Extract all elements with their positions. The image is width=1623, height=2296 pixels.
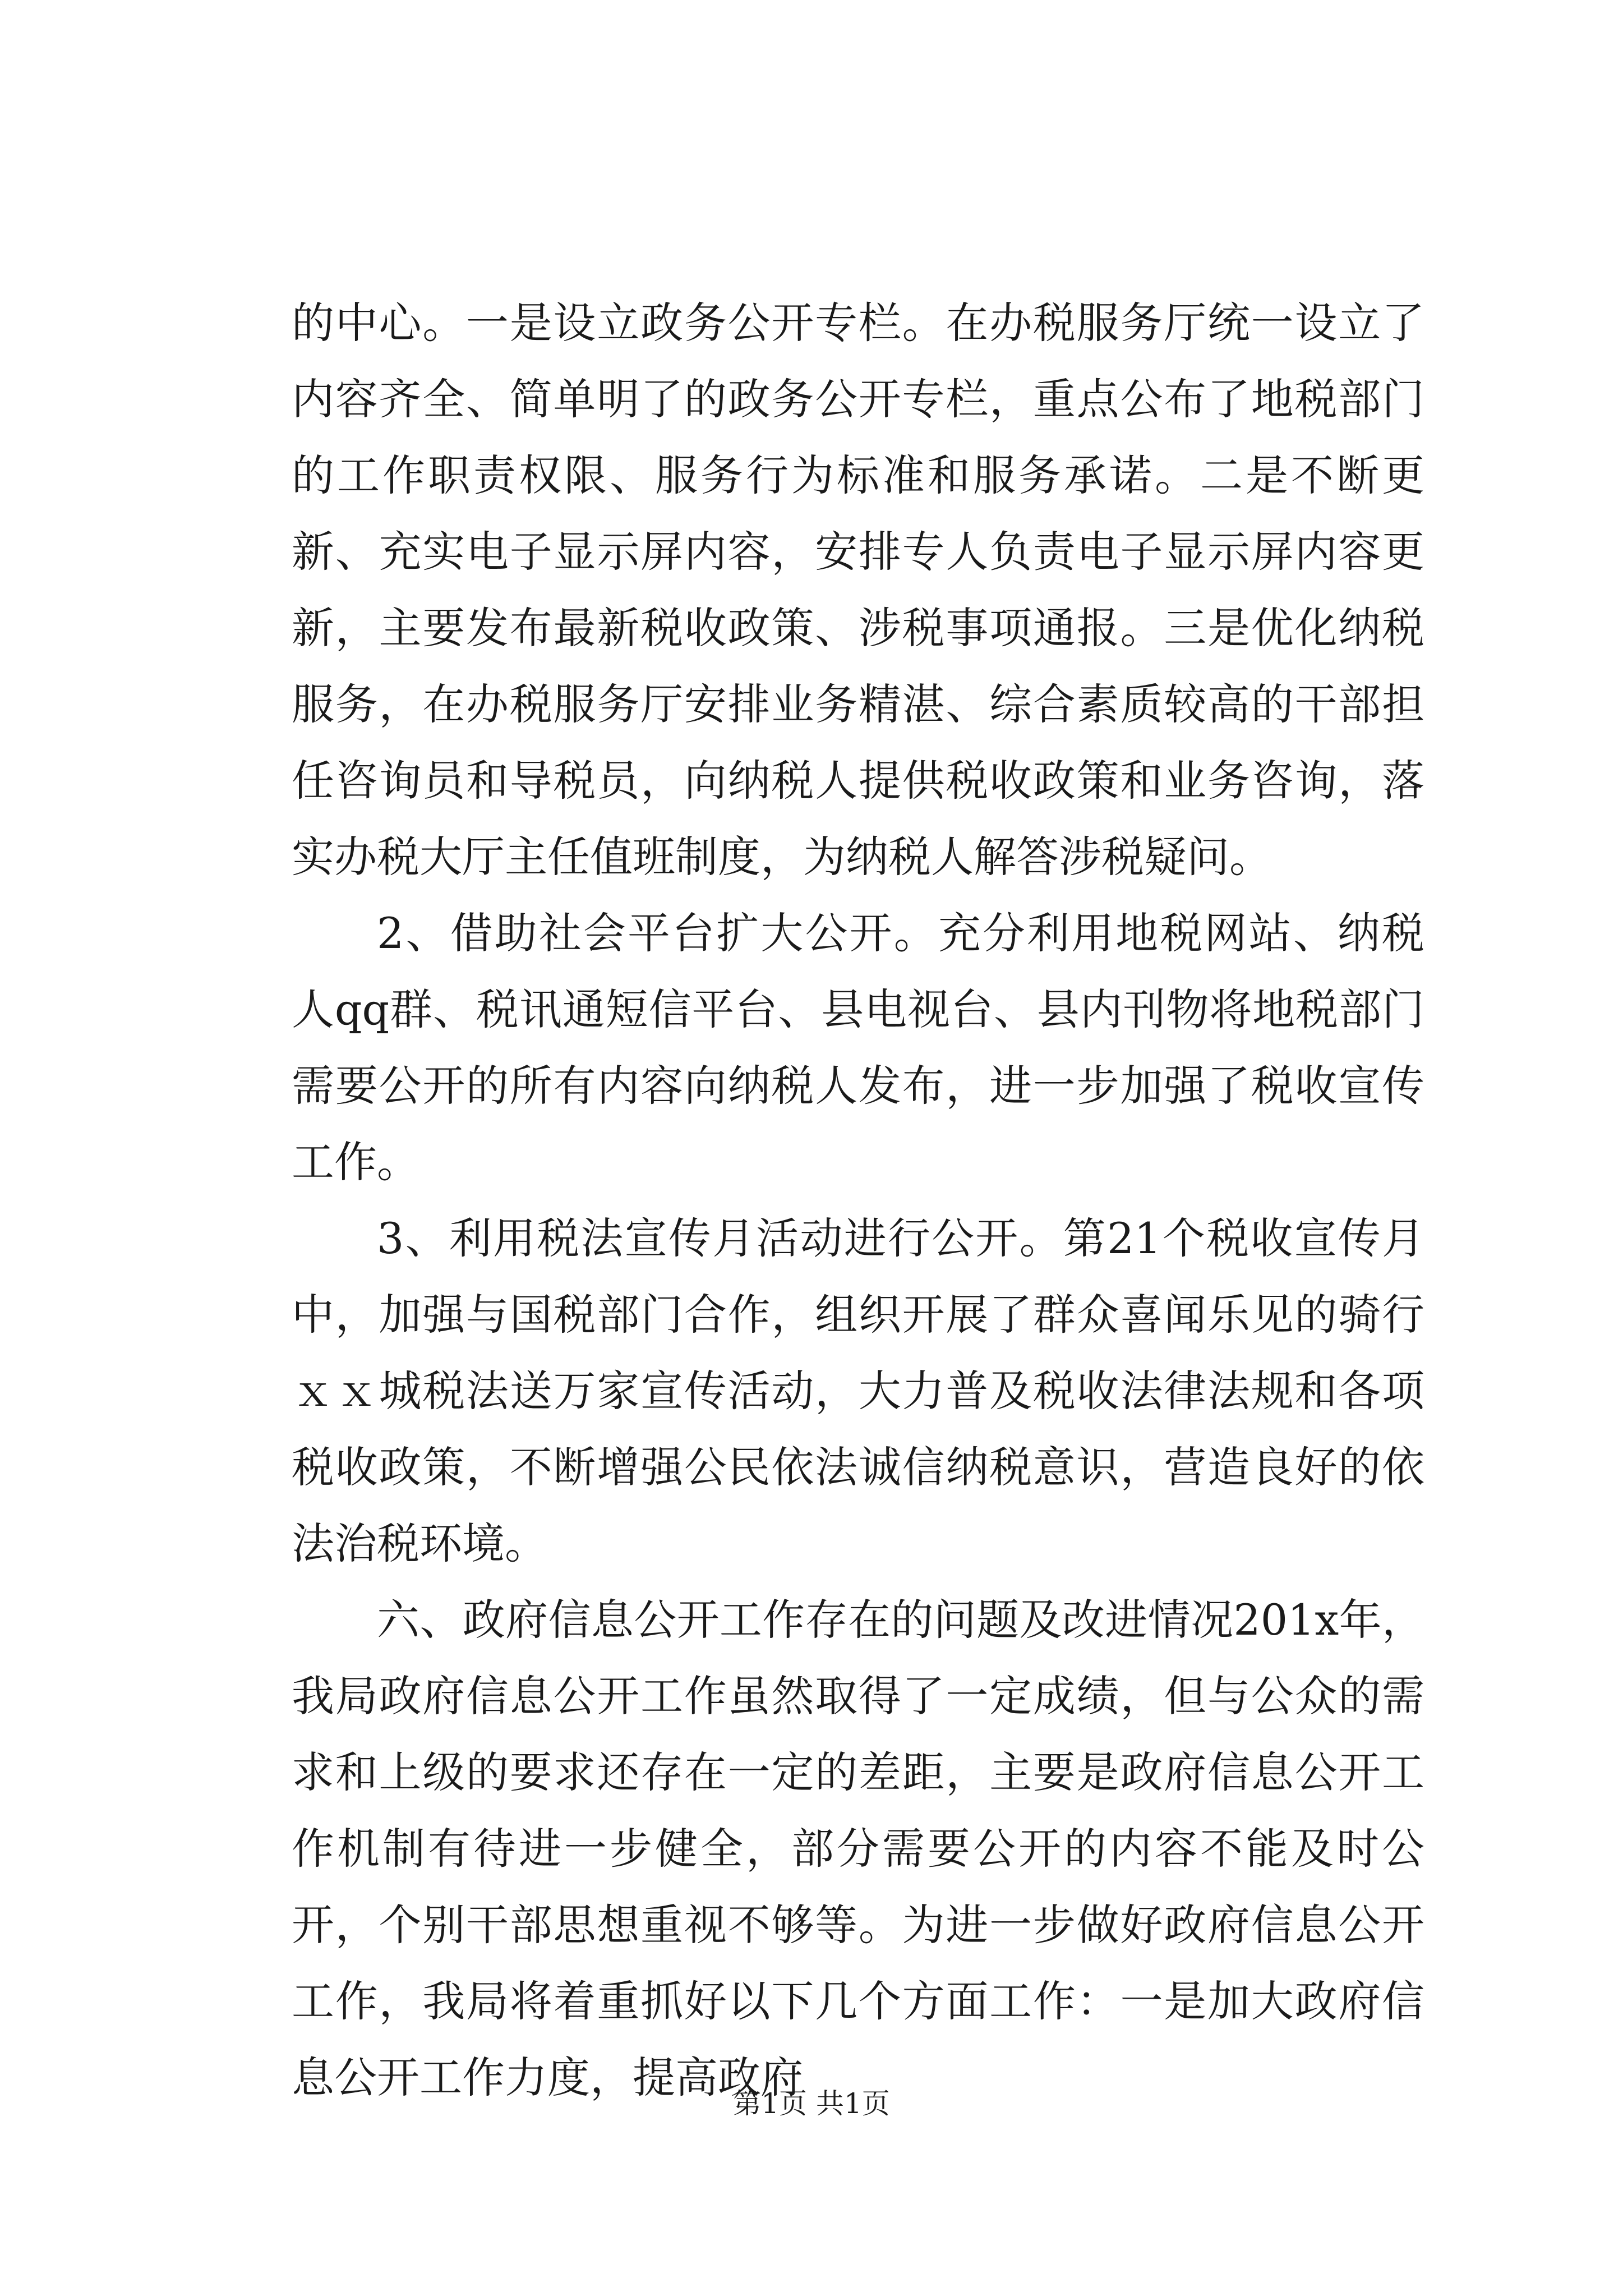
page-footer: [0, 2087, 1623, 2120]
paragraph-1: 的中心。一是设立政务公开专栏。在办税服务厅统一设立了内容齐全、简单明了的政务公开专栏，重点公布了地税部门的工作职责权限、服务行为标准和服务承诺。二是不断更新、充实电子显示屏内容，安排专人负责电子显示屏内容更新，主要发布最新税收政策、涉税事项通报。三是优化纳税服务，在办税服务厅安排业务精湛、综合素质较高的干部担任咨询员和导税员，向纳税人提供税收政策和业务咨询，落实办税大厅主任值班制度，为纳税人解答涉税疑问。: [292, 298, 1424, 882]
document-body: [292, 285, 1424, 2116]
page-number: 第1页 共1页: [733, 2087, 890, 2120]
paragraph-4: 六、政府信息公开工作存在的问题及改进情况201x年，我局政府信息公开工作虽然取得了一定成绩，但与公众的需求和上级的要求还存在一定的差距，主要是政府信息公开工作机制有待进一步健全，部分需要公开的内容不能及时公开，个别干部思想重视不够等。为进一步做好政府信息公开工作，我局将着重抓好以下几个方面工作：一是加大政府信息公开工作力度，提高政府: [292, 1595, 1424, 2102]
paragraph-2: 2、借助社会平台扩大公开。充分利用地税网站、纳税人qq群、税讯通短信平台、县电视台、县内刊物将地税部门需要公开的所有内容向纳税人发布，进一步加强了税收宣传工作。: [292, 908, 1424, 1187]
paragraph-3: 3、利用税法宣传月活动进行公开。第21个税收宣传月中，加强与国税部门合作，组织开展了群众喜闻乐见的骑行ｘｘ城税法送万家宣传活动，大力普及税收法律法规和各项税收政策，不断增强公民依法诚信纳税意识，营造良好的依法治税环境。: [292, 1213, 1424, 1568]
